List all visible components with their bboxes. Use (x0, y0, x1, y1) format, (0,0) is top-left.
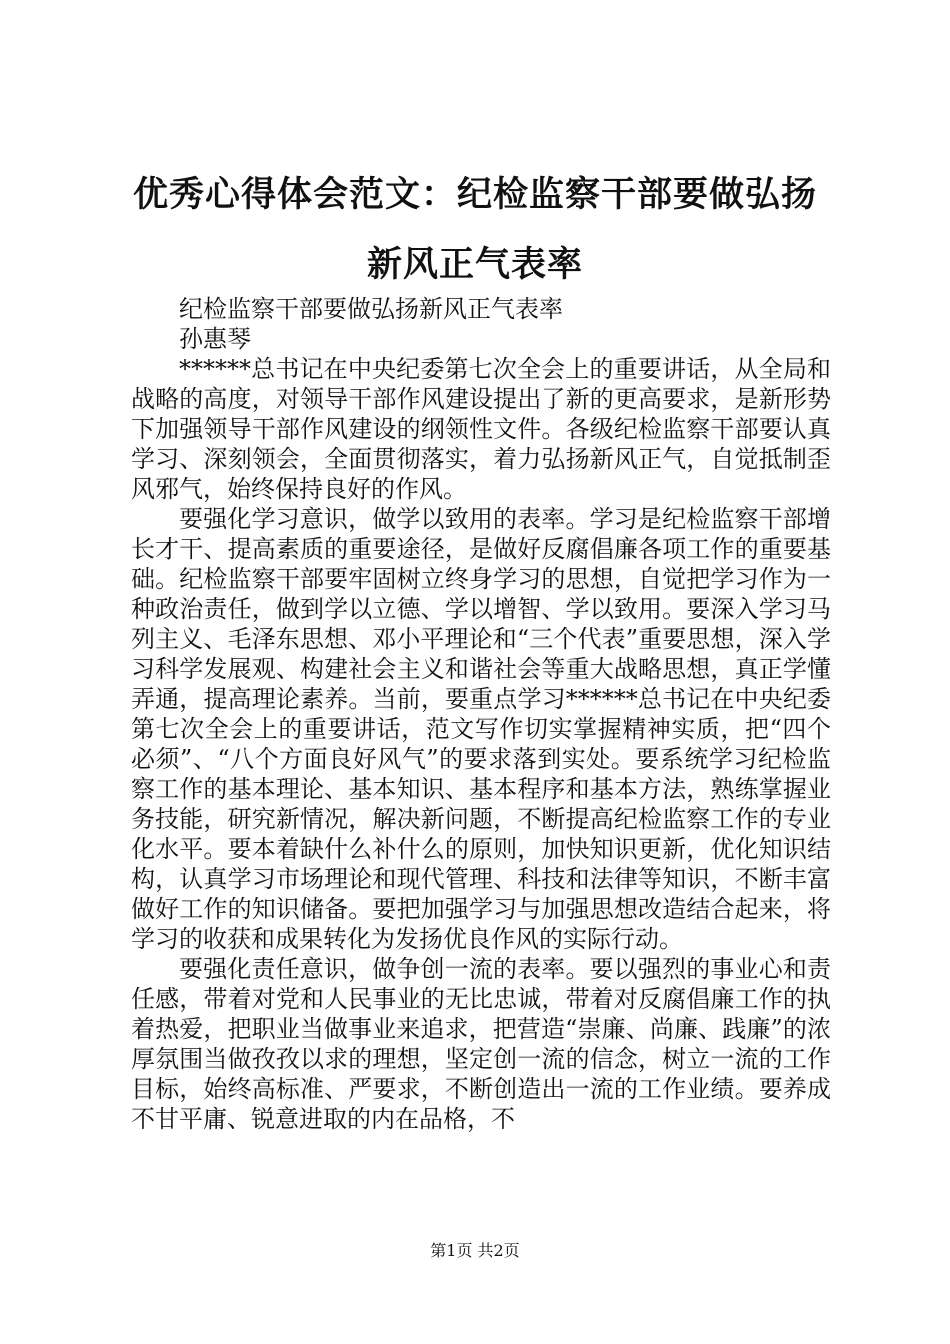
document-author: 孙惠琴 (179, 325, 251, 353)
document-body (131, 294, 831, 1134)
body-paragraph-1: ******总书记在中央纪委第七次全会上的重要讲话，从全局和战略的高度，对领导干部作风建设提出了新的更高要求，是新形势下加强领导干部作风建设的纲领性文件。各级纪检监察干部要认真学习、深刻领会，全面贯彻落实，着力弘扬新风正气，自觉抵制歪风邪气，始终保持良好的作风。 (131, 355, 831, 503)
document-subtitle: 纪检监察干部要做弘扬新风正气表率 (179, 295, 563, 323)
document-title: 优秀心得体会范文：纪检监察干部要做弘扬新风正气表率 (132, 175, 817, 285)
page-number-footer: 第1页 共2页 (430, 1241, 520, 1260)
body-paragraph-3: 要强化责任意识，做争创一流的表率。要以强烈的事业心和责任感，带着对党和人民事业的无比忠诚，带着对反腐倡廉工作的执着热爱，把职业当做事业来追求，把营造“崇廉、尚廉、践廉”的浓厚氛围当做孜孜以求的理想，坚定创一流的信念，树立一流的工作目标，始终高标准、严要求，不断创造出一流的工作业绩。要养成不甘平庸、锐意进取的内在品格，不 (131, 955, 831, 1133)
body-paragraph-2: 要强化学习意识，做学以致用的表率。学习是纪检监察干部增长才干、提高素质的重要途径，是做好反腐倡廉各项工作的重要基础。纪检监察干部要牢固树立终身学习的思想，自觉把学习作为一种政治责任，做到学以立德、学以增智、学以致用。要深入学习马列主义、毛泽东思想、邓小平理论和“三个代表”重要思想，深入学习科学发展观、构建社会主义和谐社会等重大战略思想，真正学懂弄通，提高理论素养。当前，要重点学习******总书记在中央纪委第七次全会上的重要讲话，范文写作切实掌握精神实质，把“四个必须”、“八个方面良好风气”的要求落到实处。要系统学习纪检监察工作的基本理论、基本知识、基本程序和基本方法，熟练掌握业务技能，研究新情况，解决新问题，不断提高纪检监察工作的专业化水平。要本着缺什么补什么的原则，加快知识更新，优化知识结构，认真学习市场理论和现代管理、科技和法律等知识，不断丰富做好工作的知识储备。要把加强学习与加强思想改造结合起来，将学习的收获和成果转化为发扬优良作风的实际行动。 (131, 505, 831, 953)
